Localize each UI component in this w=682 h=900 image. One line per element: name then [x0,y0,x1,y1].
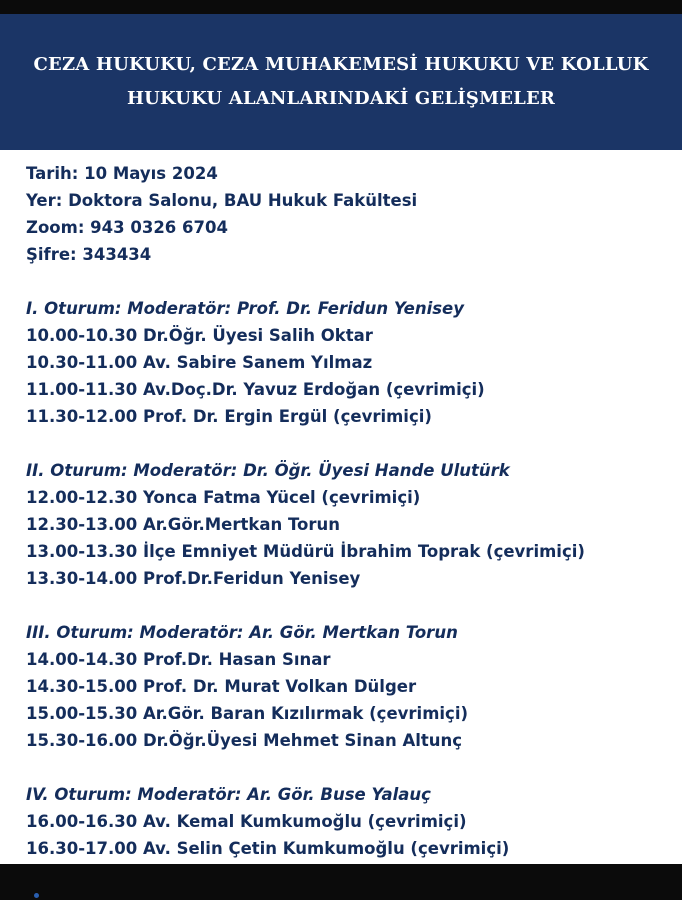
session-3-item: 15.00-15.30 Ar.Gör. Baran Kızılırmak (çevrimiçi) [26,704,469,723]
session-2-title: II. Oturum: Moderatör: Dr. Öğr. Üyesi Hande Ulutürk [26,461,510,480]
zoom-id: Zoom: 943 0326 6704 [26,218,228,237]
session-3-item: 14.30-15.00 Prof. Dr. Murat Volkan Dülger [26,677,417,696]
program-content [26,160,676,862]
session-1-item: 11.00-11.30 Av.Doç.Dr. Yavuz Erdoğan (çevrimiçi) [26,380,485,399]
zoom-password: Şifre: 343434 [26,245,152,264]
session-1-title: I. Oturum: Moderatör: Prof. Dr. Feridun Yenisey [26,299,465,318]
session-2-item: 13.00-13.30 İlçe Emniyet Müdürü İbrahim Toprak (çevrimiçi) [26,542,585,561]
session-1-item: 10.30-11.00 Av. Sabire Sanem Yılmaz [26,353,373,372]
session-4-title: IV. Oturum: Moderatör: Ar. Gör. Buse Yalauç [26,785,431,804]
session-3-item: 14.00-14.30 Prof.Dr. Hasan Sınar [26,650,331,669]
spacer [26,268,676,295]
top-border [0,0,682,14]
session-2-item: 12.00-12.30 Yonca Fatma Yücel (çevrimiçi) [26,488,421,507]
event-place: Yer: Doktora Salonu, BAU Hukuk Fakültesi [26,191,418,210]
session-4-item: 16.00-16.30 Av. Kemal Kumkumoğlu (çevrimiçi) [26,812,467,831]
session-3-item: 15.30-16.00 Dr.Öğr.Üyesi Mehmet Sinan Altunç [26,731,463,750]
session-1-item: 11.30-12.00 Prof. Dr. Ergin Ergül (çevrimiçi) [26,407,432,426]
title-banner [0,14,682,150]
title-line-2: HUKUKU ALANLARINDAKİ GELİŞMELER [126,88,556,109]
title-line-1: CEZA HUKUKU, CEZA MUHAKEMESİ HUKUKU VE KOLLUK [33,54,649,75]
bottom-border [0,864,682,900]
spacer [26,754,676,781]
session-2-item: 12.30-13.00 Ar.Gör.Mertkan Torun [26,515,340,534]
bottom-dot-mark [34,893,39,898]
spacer [26,430,676,457]
session-3-title: III. Oturum: Moderatör: Ar. Gör. Mertkan Torun [26,623,458,642]
session-1-item: 10.00-10.30 Dr.Öğr. Üyesi Salih Oktar [26,326,373,345]
spacer [26,592,676,619]
event-date: Tarih: 10 Mayıs 2024 [26,164,218,183]
session-2-item: 13.30-14.00 Prof.Dr.Feridun Yenisey [26,569,361,588]
session-4-item: 16.30-17.00 Av. Selin Çetin Kumkumoğlu (çevrimiçi) [26,839,510,858]
